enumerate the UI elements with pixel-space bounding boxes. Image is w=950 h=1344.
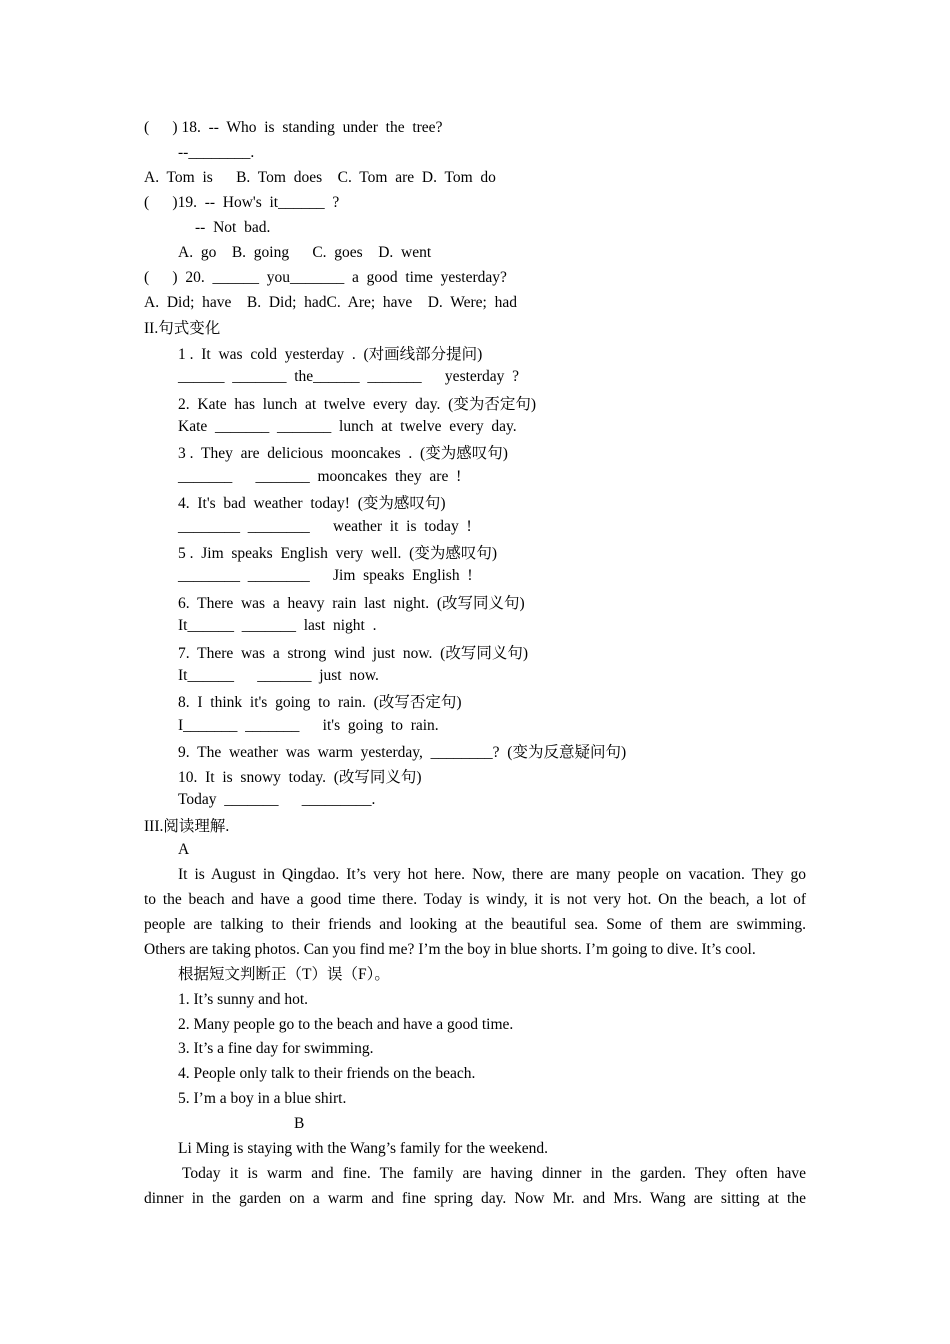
question-20: ( ) 20. ______ you_______ a good time yesterday? bbox=[144, 269, 507, 286]
transform-item-3-answer: _______ _______ mooncakes they are ! bbox=[178, 468, 462, 485]
transform-item-4: 4. It's bad weather today! (变为感叹句) bbox=[178, 495, 446, 512]
question-19-answer-line: -- Not bad. bbox=[195, 219, 271, 236]
section-3-heading: III.阅读理解. bbox=[144, 818, 230, 835]
statement-2: 2. Many people go to the beach and have a good time. bbox=[178, 1016, 514, 1033]
passage-a-line: to the beach and have a good time there. Today is windy, it is not very hot. On the beach, a lot of bbox=[144, 891, 806, 908]
question-18-options: A. Tom is B. Tom does C. Tom are D. Tom do bbox=[144, 169, 496, 186]
question-19-options: A. go B. going C. goes D. went bbox=[178, 244, 432, 261]
passage-b-label: B bbox=[294, 1115, 305, 1132]
passage-b-line: Today it is warm and fine. The family are having dinner in the garden. They often have bbox=[182, 1165, 806, 1182]
passage-b-line: dinner in the garden on a warm and fine spring day. Now Mr. and Mrs. Wang are sitting at the bbox=[144, 1190, 806, 1207]
question-20-options: A. Did; have B. Did; hadC. Are; have D. Were; had bbox=[144, 294, 517, 311]
section-2-heading: II.句式变化 bbox=[144, 320, 221, 337]
statement-1: 1. It’s sunny and hot. bbox=[178, 991, 309, 1008]
transform-item-5: 5 . Jim speaks English very well. (变为感叹句) bbox=[178, 545, 498, 562]
transform-item-6: 6. There was a heavy rain last night. (改写同义句) bbox=[178, 595, 525, 612]
question-18: ( ) 18. -- Who is standing under the tree? bbox=[144, 119, 443, 136]
statement-4: 4. People only talk to their friends on the beach. bbox=[178, 1065, 476, 1082]
transform-item-6-answer: It______ _______ last night . bbox=[178, 617, 377, 634]
passage-b-text bbox=[144, 1161, 806, 1211]
statement-5: 5. I’m a boy in a blue shirt. bbox=[178, 1090, 347, 1107]
transform-item-2: 2. Kate has lunch at twelve every day. (变为否定句) bbox=[178, 396, 536, 413]
statement-3: 3. It’s a fine day for swimming. bbox=[178, 1040, 374, 1057]
transform-item-8-answer: I_______ _______ it's going to rain. bbox=[178, 717, 439, 734]
transform-item-8: 8. I think it's going to rain. (改写否定句) bbox=[178, 694, 462, 711]
question-18-answer-line: --________. bbox=[178, 144, 255, 161]
transform-item-7-answer: It______ _______ just now. bbox=[178, 667, 379, 684]
transform-item-9: 9. The weather was warm yesterday, ________? (变为反意疑问句) bbox=[178, 744, 627, 761]
transform-item-1-answer: ______ _______ the______ _______ yesterday ? bbox=[178, 368, 519, 385]
transform-item-7: 7. There was a strong wind just now. (改写同义句) bbox=[178, 645, 528, 662]
passage-a-line: people are talking to their friends and looking at the beautiful sea. Some of them are swimming. bbox=[144, 916, 806, 933]
passage-a-text bbox=[144, 862, 806, 962]
passage-a-label: A bbox=[178, 841, 190, 858]
question-19: ( )19. -- How's it______ ? bbox=[144, 194, 340, 211]
transform-item-10-answer: Today _______ _________. bbox=[178, 791, 376, 808]
transform-item-4-answer: ________ ________ weather it is today ! bbox=[178, 518, 472, 535]
transform-item-10: 10. It is snowy today. (改写同义句) bbox=[178, 769, 422, 786]
passage-a-line: Others are taking photos. Can you find me? I’m the boy in blue shorts. I’m going to dive. It’s cool. bbox=[144, 941, 756, 958]
transform-item-3: 3 . They are delicious mooncakes . (变为感叹句) bbox=[178, 445, 508, 462]
transform-item-1: 1 . It was cold yesterday . (对画线部分提问) bbox=[178, 346, 483, 363]
transform-item-5-answer: ________ ________ Jim speaks English ! bbox=[178, 567, 473, 584]
passage-b-intro: Li Ming is staying with the Wang’s family for the weekend. bbox=[178, 1140, 548, 1157]
true-false-instruction: 根据短文判断正（T）误（F）。 bbox=[178, 966, 390, 983]
passage-a-line: It is August in Qingdao. It’s very hot here. Now, there are many people on vacation. They go bbox=[178, 866, 806, 883]
transform-item-2-answer: Kate _______ _______ lunch at twelve every day. bbox=[178, 418, 517, 435]
